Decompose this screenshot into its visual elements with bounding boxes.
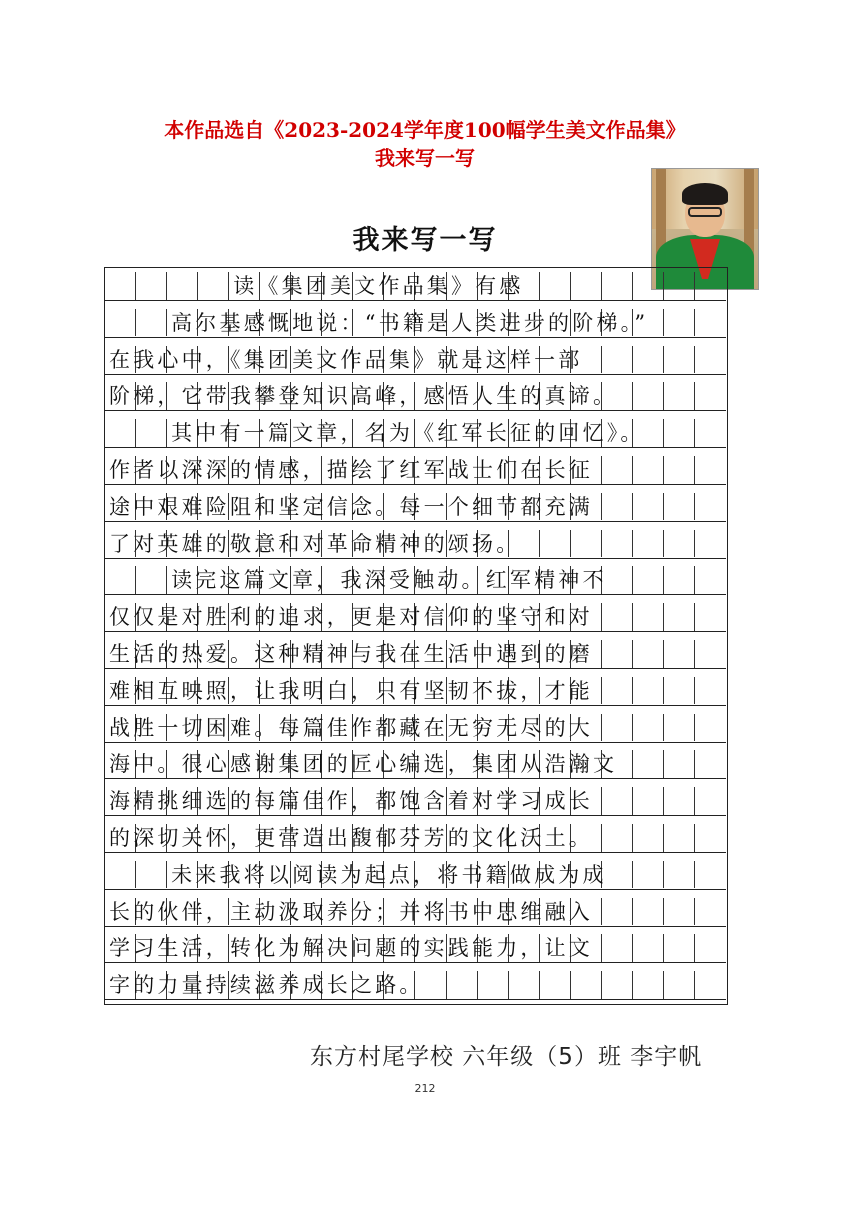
grid-cell-divider (136, 861, 167, 889)
grid-cell-divider (602, 640, 633, 668)
grid-cell-divider (571, 272, 602, 300)
grid-cell-divider (602, 272, 633, 300)
grid-cell-divider (198, 272, 229, 300)
grid-cell-divider (602, 934, 633, 962)
essay-line: 生活的热爱。这种精神与我在生活中遇到的磨 (109, 642, 593, 666)
grid-cell-divider (602, 493, 633, 521)
grid-cell-divider (540, 272, 571, 300)
grid-cell-divider (664, 677, 695, 705)
grid-row (105, 750, 726, 779)
grid-cell-divider (633, 971, 664, 999)
grid-cell-divider (633, 861, 664, 889)
grid-cell-divider (664, 640, 695, 668)
grid-cell-divider (136, 272, 167, 300)
grid-cell-divider (447, 971, 478, 999)
grid-cell-divider (602, 530, 633, 558)
grid-cell-divider (602, 787, 633, 815)
grid-cell-divider (105, 566, 136, 594)
grid-cell-divider (633, 898, 664, 926)
essay-line: 未来我将以阅读为起点，将书籍做成为成 (171, 862, 607, 887)
grid-cell-divider (664, 493, 695, 521)
grid-cell-divider (136, 566, 167, 594)
grid-cell-divider (664, 530, 695, 558)
essay-line: 海精挑细选的每篇佳作，都饱含着对学习成长 (109, 789, 593, 814)
grid-cell-divider (664, 382, 695, 410)
grid-cell-divider (633, 346, 664, 374)
essay-line: 学习生活，转化为解决问题的实践能力，让文 (109, 936, 593, 961)
essay-line: 的深切关怀，更营造出馥郁芬芳的文化沃土。 (109, 826, 593, 850)
grid-cell-divider (571, 530, 602, 558)
essay-line: 长的伙伴，主动汲取养分；并将书中思维融入 (109, 899, 593, 924)
grid-cell-divider (571, 971, 602, 999)
grid-row (105, 898, 726, 927)
grid-cell-divider (633, 456, 664, 484)
essay-line: 难相互映照，让我明白，只有坚韧不拔，才能 (109, 678, 593, 703)
grid-cell-divider (664, 456, 695, 484)
grid-cell-divider (478, 971, 509, 999)
header-subtitle: 我来写一写 (375, 146, 475, 170)
photo-glasses (688, 207, 722, 217)
grid-cell-divider (633, 272, 664, 300)
grid-cell-divider (633, 530, 664, 558)
grid-cell-divider (664, 898, 695, 926)
grid-cell-divider (633, 493, 664, 521)
grid-cell-divider (633, 824, 664, 852)
essay-line: 了对英雄的敬意和对革命精神的颂扬。 (109, 531, 521, 556)
grid-row (105, 824, 726, 853)
grid-row (105, 603, 726, 632)
grid-cell-divider (633, 677, 664, 705)
grid-cell-divider (633, 787, 664, 815)
essay-line: 阶梯，它带我攀登知识高峰，感悟人生的真谛。 (109, 384, 618, 409)
collection-source-line: 本作品选自《2023-2024学年度100幅学生美文作品集》 (164, 118, 686, 142)
grid-row (105, 530, 726, 559)
essay-line: 作者以深深的情感，描绘了红军战士们在长征 (109, 458, 593, 482)
grid-cell-divider (664, 346, 695, 374)
grid-cell-divider (540, 530, 571, 558)
grid-cell-divider (664, 824, 695, 852)
grid-row (105, 971, 726, 1000)
grid-cell-divider (664, 272, 695, 300)
essay-line: 仅仅是对胜利的追求，更是对信仰的坚守和对 (109, 605, 593, 630)
grid-row (105, 640, 726, 669)
grid-cell-divider (664, 566, 695, 594)
grid-cell-divider (105, 272, 136, 300)
essay-line: 途中艰难险阻和坚定信念。每一个细节都充满 (109, 494, 593, 519)
grid-row (105, 346, 726, 375)
essay-line: 在我心中，《集团美文作品集》就是这样一部 (109, 347, 583, 372)
essay-line: 其中有一篇文章，名为《红军长征的回忆》。 (171, 421, 645, 446)
grid-cell-divider (602, 824, 633, 852)
grid-row (105, 272, 726, 301)
grid-cell-divider (664, 309, 695, 337)
grid-row (105, 861, 726, 890)
handwriting-grid (104, 267, 728, 1005)
grid-cell-divider (633, 603, 664, 631)
grid-row (105, 677, 726, 706)
grid-cell-divider (664, 714, 695, 742)
grid-cell-divider (136, 309, 167, 337)
grid-cell-divider (602, 603, 633, 631)
work-title: 我来写一写 (352, 225, 498, 256)
photo-hair (682, 183, 728, 205)
grid-row (105, 934, 726, 963)
grid-cell-divider (136, 419, 167, 447)
grid-cell-divider (664, 934, 695, 962)
grid-cell-divider (633, 566, 664, 594)
essay-line: 战胜一切困难。每篇佳作都藏在无穷无尽的大 (109, 715, 593, 740)
grid-cell-divider (664, 603, 695, 631)
grid-cell-divider (633, 714, 664, 742)
grid-row (105, 309, 726, 338)
grid-row (105, 493, 726, 522)
grid-cell-divider (633, 382, 664, 410)
grid-row (105, 787, 726, 816)
page-number: 212 (414, 1082, 436, 1095)
grid-cell-divider (633, 640, 664, 668)
grid-row (105, 419, 726, 448)
grid-cell-divider (602, 898, 633, 926)
grid-row (105, 456, 726, 485)
essay-line: 读《集团美文作品集》有感 (233, 274, 524, 298)
author-line: 东方村尾学校 六年级（5）班 李宇帆 (310, 1044, 703, 1070)
grid-cell-divider (105, 861, 136, 889)
essay-line: 读完这篇文章，我深受触动。红军精神不 (171, 568, 607, 593)
grid-cell-divider (664, 750, 695, 778)
grid-cell-divider (602, 714, 633, 742)
grid-cell-divider (664, 971, 695, 999)
grid-cell-divider (602, 346, 633, 374)
grid-cell-divider (633, 934, 664, 962)
grid-cell-divider (509, 971, 540, 999)
grid-cell-divider (105, 309, 136, 337)
essay-line: 字的力量持续滋养成长之路。 (109, 973, 424, 998)
grid-row (105, 714, 726, 743)
grid-row (105, 382, 726, 411)
grid-cell-divider (105, 419, 136, 447)
grid-cell-divider (602, 971, 633, 999)
grid-cell-divider (664, 861, 695, 889)
grid-cell-divider (602, 677, 633, 705)
grid-cell-divider (633, 750, 664, 778)
grid-cell-divider (664, 787, 695, 815)
grid-cell-divider (664, 419, 695, 447)
essay-line: 海中。很心感谢集团的匠心编选，集团从浩瀚文 (109, 752, 618, 777)
grid-cell-divider (167, 272, 198, 300)
grid-cell-divider (602, 456, 633, 484)
grid-cell-divider (540, 971, 571, 999)
essay-line: 高尔基感慨地说：“书籍是人类进步的阶梯。” (171, 310, 649, 335)
grid-row (105, 566, 726, 595)
